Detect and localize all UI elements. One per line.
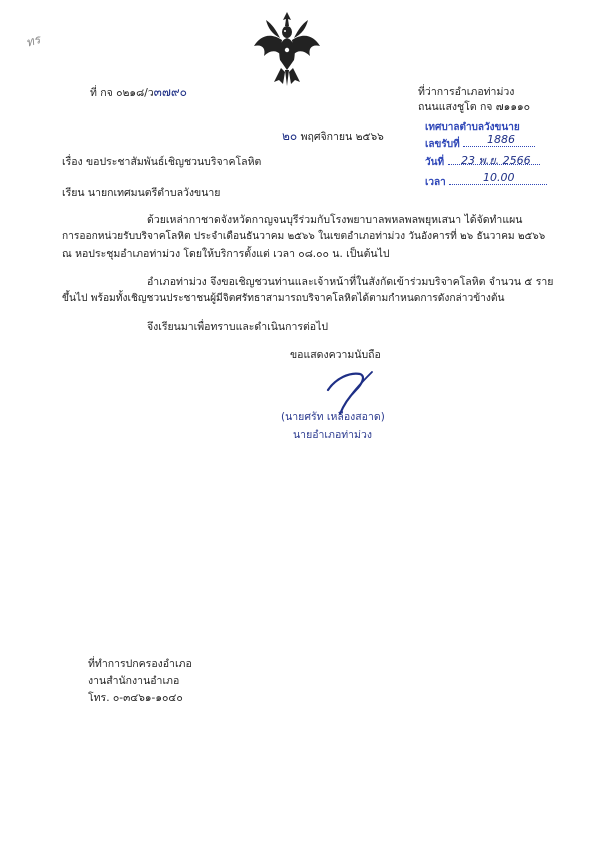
letter-subject: เรื่อง ขอประชาสัมพันธ์เชิญชวนบริจาคโลหิต — [62, 156, 262, 168]
stamp-received-value: 1886 — [487, 133, 515, 146]
office-address-line2: ถนนแสงชูโต กจ ๗๑๑๑๐ — [418, 101, 531, 113]
body-paragraph2-line2: ขึ้นไป พร้อมทั้งเชิญชวนประชาชนผู้มีจิตศรัทธาสามารถบริจาคโลหิตได้ตามกำหนดการดังกล่าวข้างต้น — [62, 293, 505, 304]
footer-section: งานสำนักงานอำเภอ — [88, 675, 180, 687]
reference-number: ที่ กจ ๐๒๑๘/ว๓๗๙๐ — [90, 85, 187, 99]
office-address-line1: ที่ว่าการอำเภอท่าม่วง — [418, 86, 515, 98]
signer-name: (นายศรัท เหลืองสอาด) — [281, 411, 385, 423]
stamp-received-row: เลขรับที่ — [425, 139, 555, 151]
stamp-time-row: เวลา — [425, 177, 555, 189]
handwritten-corner-mark: ทร — [24, 32, 43, 50]
body-paragraph3: จึงเรียนมาเพื่อทราบและดำเนินการต่อไป — [147, 321, 329, 333]
signer-title: นายอำเภอท่าม่วง — [293, 429, 373, 441]
stamp-date-row: วันที่ — [425, 157, 555, 169]
received-stamp — [425, 122, 565, 202]
footer-department: ที่ทำการปกครองอำเภอ — [88, 658, 192, 670]
body-paragraph2-line1: อำเภอท่าม่วง จึงขอเชิญชวนท่านและเจ้าหน้าที่ในสังกัดเข้าร่วมบริจาคโลหิต จำนวน ๕ ราย — [147, 276, 554, 288]
closing-phrase: ขอแสดงความนับถือ — [290, 349, 381, 361]
stamp-date-value: 23 พ.ย. 2566 — [461, 154, 531, 167]
letter-date: ๒๐ พฤศจิกายน ๒๕๖๖ — [282, 129, 384, 143]
body-paragraph1-line3: ณ หอประชุมอำเภอท่าม่วง โดยให้บริการตั้งแต่ เวลา ๐๘.๐๐ น. เป็นต้นไป — [62, 248, 390, 260]
stamp-org: เทศบาลตำบลวังขนาย — [425, 122, 520, 133]
body-paragraph1-line2: การออกหน่วยรับบริจาคโลหิต ประจำเดือนธันวาคม ๒๕๖๖ ในเขตอำเภอท่าม่วง วันอังคารที่ ๒๖ ธันวาคม ๒๕๖๖ — [62, 231, 546, 242]
garuda-emblem-icon — [252, 10, 322, 86]
body-paragraph1-line1: ด้วยเหล่ากาชาดจังหวัดกาญจนบุรีร่วมกับโรงพยาบาลพหลพลพยุหเสนา ได้จัดทำแผน — [147, 214, 523, 226]
stamp-time-value: 10.00 — [483, 171, 515, 184]
letter-recipient: เรียน นายกเทศมนตรีตำบลวังขนาย — [62, 187, 221, 199]
footer-phone: โทร. ๐-๓๔๖๑-๑๐๔๐ — [88, 692, 183, 704]
